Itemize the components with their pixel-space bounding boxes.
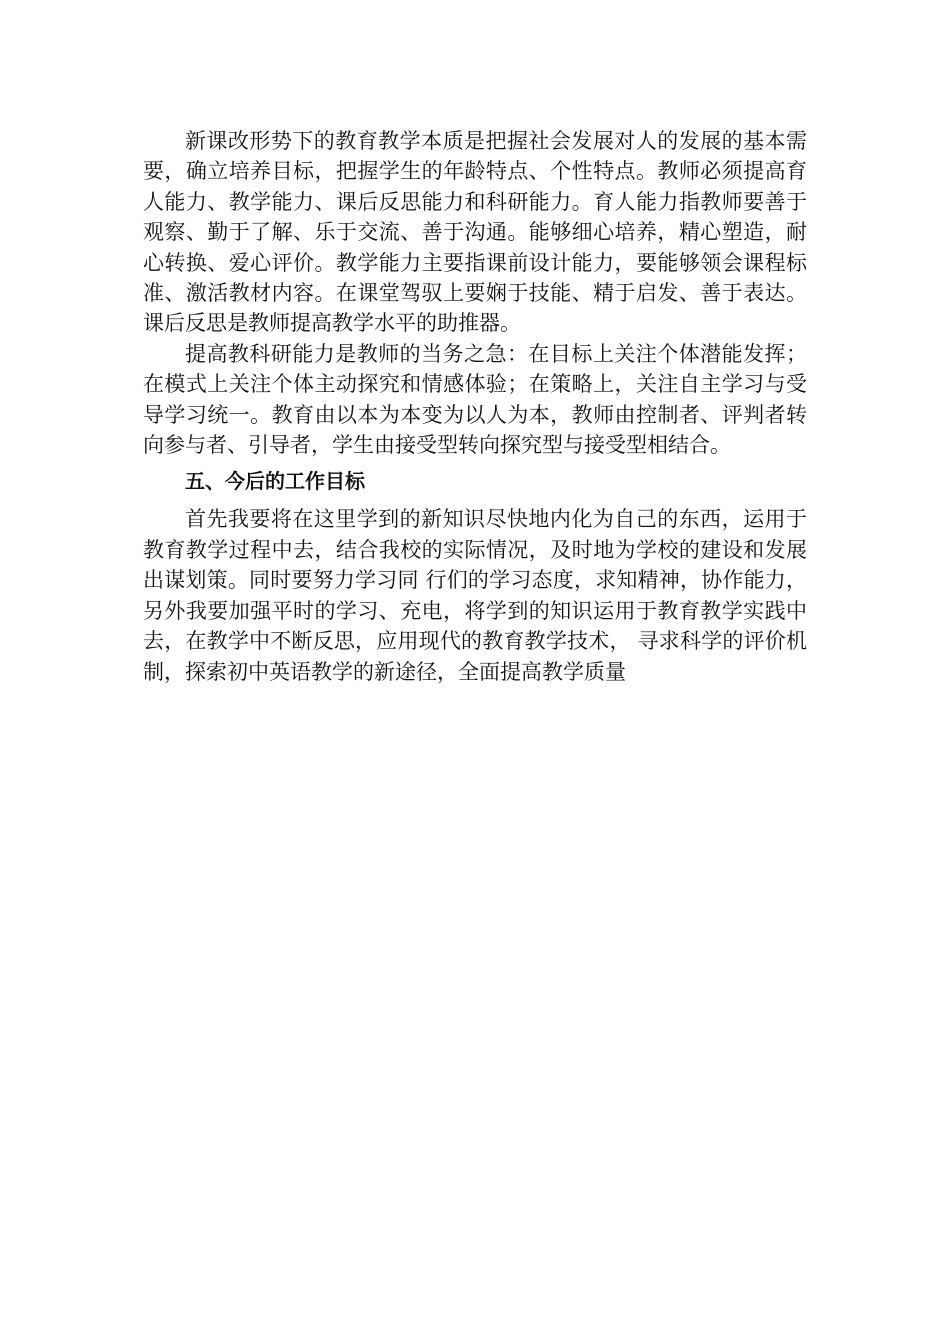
section-heading-future-goals: 五、今后的工作目标	[185, 469, 365, 494]
paragraph-future-goals: 首先我要将在这里学到的新知识尽快地内化为自己的东西，运用于教育教学过程中去，结合我校的实际情况，及时地为学校的建设和发展出谋划策。同时要努力学习同 行们的学习态度，求知精神，协作能力，另外我要加强平时的学习、充电，将学到的知识运用于教育教学实践中去，在教学中不断反思，应用现代的教育教学技术， 寻求科学的评价机制，探索初中英语教学的新途径，全面提高教学质量	[143, 507, 807, 684]
paragraph-research-ability: 提高教科研能力是教师的当务之急：在目标上关注个体潜能发挥；在模式上关注个体主动探究和情感体验；在策略上，关注自主学习与受导学习统一。教育由以本为本变为以人为本，教师由控制者、评判者转向参与者、引导者，学生由接受型转向探究型与接受型相结合。	[143, 341, 807, 458]
document-body	[143, 126, 807, 687]
paragraph-teaching-essence: 新课改形势下的教育教学本质是把握社会发展对人的发展的基本需要，确立培养目标，把握学生的年龄特点、个性特点。教师必须提高育人能力、教学能力、课后反思能力和科研能力。育人能力指教师要善于观察、勤于了解、乐于交流、善于沟通。能够细心培养，精心塑造，耐心转换、爱心评价。教学能力主要指课前设计能力，要能够领会课程标准、激活教材内容。在课堂驾驭上要娴于技能、精于启发、善于表达。课后反思是教师提高教学水平的助推器。	[143, 129, 807, 336]
